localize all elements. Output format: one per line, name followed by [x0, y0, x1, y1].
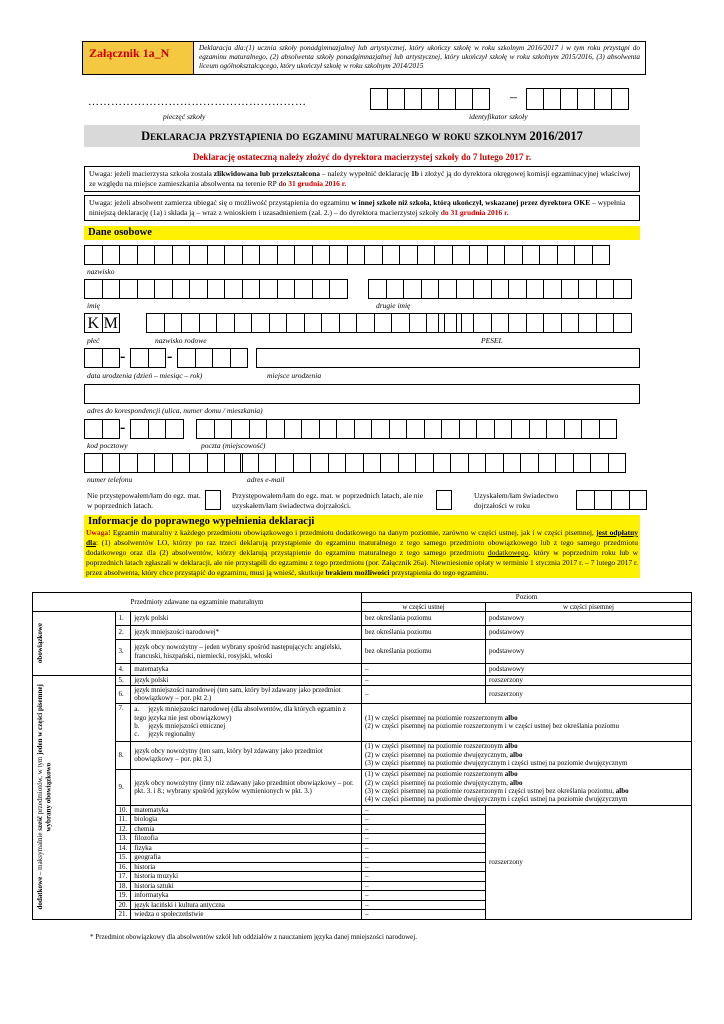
- stamp-dots: …………………………………………………: [88, 96, 307, 108]
- row-number: 20.: [115, 900, 131, 910]
- row-number: 18.: [115, 881, 131, 891]
- written-level: rozszerzony: [486, 676, 692, 686]
- subject-name: język obcy nowożytny – jeden wybrany spośród następujących: angielski, francuski, hiszpański, niemiecki, rosyjski, włoski: [131, 640, 362, 664]
- school-id-part2[interactable]: [526, 88, 628, 110]
- section-info-heading: Informacje do poprawnego wypełnienia deklaracji: [84, 515, 640, 529]
- certificate-year-field[interactable]: [576, 490, 646, 510]
- subject-name: biologia: [131, 815, 362, 825]
- section-personal-heading: Dane osobowe: [84, 226, 640, 240]
- level-options: (1) w części pisemnej na poziomie rozszerzonym albo (2) w części pisemnej na poziomie dwujęzycznym, albo (3) w części pisemnej na poziomie rozszerzonym i części ustnej bez określania poziomu, albo (4) w części pisemnej na poziomie dwujęzycznym i części ustnej na poziomie dwujęzycznym: [362, 769, 692, 805]
- footnote: * Przedmiot obowiązkowy dla absolwentów szkół lub oddziałów z nauczaniem języka danej mniejszości narodowej.: [90, 933, 417, 941]
- oral-level: bez określania poziomu: [362, 640, 486, 664]
- subject-name: historia: [131, 862, 362, 872]
- table-row[interactable]: [33, 741, 692, 769]
- dob-month-field[interactable]: [130, 348, 165, 368]
- oral-level: –: [362, 881, 486, 891]
- family-name-label: nazwisko rodowe: [155, 336, 207, 345]
- option-not-attempted-checkbox[interactable]: [205, 490, 221, 510]
- sex-label: płeć: [87, 336, 100, 345]
- subject-name: język łaciński i kultura antyczna: [131, 900, 362, 910]
- oral-level: –: [362, 815, 486, 825]
- oral-level: –: [362, 843, 486, 853]
- row-number: 16.: [115, 862, 131, 872]
- oral-level: –: [362, 834, 486, 844]
- subject-name: język mniejszości narodowej*: [131, 626, 362, 640]
- id-label: identyfikator szkoły: [469, 112, 528, 121]
- written-level: rozszerzony: [486, 685, 692, 703]
- row-number: 4.: [115, 664, 131, 676]
- oral-level: –: [362, 891, 486, 901]
- table-row[interactable]: [33, 612, 692, 626]
- dob-label: data urodzenia (dzień – miesiąc – rok): [87, 371, 203, 380]
- dob-dash-2: -: [167, 348, 173, 365]
- oral-level: –: [362, 824, 486, 834]
- page-title: Deklaracja przystąpienia do egzaminu maturalnego w roku szkolnym 2016/2017: [84, 125, 640, 147]
- subjects-table: [32, 592, 692, 920]
- row-number: 7.: [115, 703, 131, 741]
- oral-level: –: [362, 685, 486, 703]
- row-number: 1.: [115, 612, 131, 626]
- written-level: podstawowy: [486, 640, 692, 664]
- deadline-notice: Deklarację ostateczną należy złożyć do dyrektora macierzystej szkoły do 7 lutego 2017 r.: [192, 152, 532, 162]
- subject-name: język polski: [131, 676, 362, 686]
- option-attempted-checkbox[interactable]: [436, 490, 452, 510]
- first-name-field[interactable]: [84, 279, 347, 299]
- col-written: w części pisemnej: [486, 602, 692, 612]
- dob-year-field[interactable]: [177, 348, 247, 368]
- info-text: Uwaga! Egzamin maturalny z każdego przedmiotu obowiązkowego i przedmiotu dodatkowego na danym poziomie, zarówno w części ustnej, jak i w części pisemnej, jest odpłatny dla: (1) absolwentów LO, którzy po raz trzeci deklarują przystąpienie do egzaminu maturalnego z tego samego przedmiotu obowiązkowego lub z tego samego przedmiotu dodatkowego oraz dla (2) absolwentów, którzy deklarują przystąpienie do egzaminu maturalnego z tego samego przedmiotu dodatkowego, który w poprzednim roku lub w poprzednich latach zgłaszali w deklaracji, ale nie przystąpili do egzaminu z tego przedmiotu (por. Załącznik 26a). Niewniesienie opłaty w terminie 1 stycznia 2017 r. – 7 lutego 2017 r. przez absolwenta, który chce przystąpić do egzaminu, musi ją wnieść, skutkuje brakiem możliwości przystąpienia do tego egzaminu.: [86, 528, 639, 577]
- address-label: adres do korespondencji (ulica, numer domu / mieszkania): [87, 406, 263, 415]
- surname-field[interactable]: [84, 245, 609, 265]
- subject-name: język obcy nowożytny (ten sam, który był zdawany jako przedmiot obowiązkowy – por. pkt 3.): [131, 741, 362, 769]
- subject-name: język obcy nowożytny (inny niż zdawany jako przedmiot obowiązkowy – por. pkt. 3. i 8.; wybrany spośród języków wymienionych w pkt. 3.): [131, 769, 362, 805]
- subject-name: informatyka: [131, 891, 362, 901]
- dob-day-field[interactable]: [84, 348, 119, 368]
- attachment-tag: Załącznik 1a_N: [82, 41, 194, 75]
- table-row[interactable]: [33, 703, 692, 741]
- col-level: Poziom: [362, 593, 692, 603]
- subject-name: matematyka: [131, 664, 362, 676]
- address-field[interactable]: [84, 384, 640, 404]
- row-number: 17.: [115, 872, 131, 882]
- subject-name: historia sztuki: [131, 881, 362, 891]
- row-number: 21.: [115, 910, 131, 920]
- written-level: rozszerzony: [486, 805, 692, 919]
- id-dash: –: [510, 90, 517, 105]
- oral-level: –: [362, 900, 486, 910]
- second-name-label: drugie imię: [376, 301, 411, 310]
- stamp-label: pieczęć szkoły: [163, 112, 206, 121]
- col-oral: w części ustnej: [362, 602, 486, 612]
- sex-field[interactable]: [84, 313, 119, 333]
- family-name-field[interactable]: [146, 313, 461, 333]
- row-number: 13.: [115, 834, 131, 844]
- postal-code-label: kod pocztowy: [87, 441, 128, 450]
- subject-name: filozofia: [131, 834, 362, 844]
- birthplace-field[interactable]: [256, 348, 640, 368]
- table-row[interactable]: [33, 685, 692, 703]
- row-number: 15.: [115, 853, 131, 863]
- surname-label: nazwisko: [87, 267, 115, 276]
- city-label: poczta (miejscowość): [201, 441, 266, 450]
- subject-name: wiedza o społeczeństwie: [131, 910, 362, 920]
- pesel-field[interactable]: [438, 313, 631, 333]
- table-row[interactable]: [33, 805, 692, 815]
- row-number: 8.: [115, 741, 131, 769]
- row-number: 2.: [115, 626, 131, 640]
- postal-code-2[interactable]: [130, 419, 183, 439]
- table-row[interactable]: [33, 676, 692, 686]
- subject-name: język mniejszości narodowej (ten sam, który był zdawany jako przedmiot obowiązkowy – por. pkt 2.): [131, 685, 362, 703]
- oral-level: –: [362, 872, 486, 882]
- group-mandatory: obowiązkowe: [36, 623, 44, 664]
- row-number: 11.: [115, 815, 131, 825]
- sex-m[interactable]: M: [102, 313, 121, 333]
- subject-name: historia muzyki: [131, 872, 362, 882]
- row-number: 9.: [115, 769, 131, 805]
- table-row[interactable]: [33, 640, 692, 664]
- note-liquidated: Uwaga: jeżeli macierzysta szkoła została zlikwidowana lub przekształcona – należy wypełnić deklarację 1b i złożyć ją do dyrektora okręgowej komisji egzaminacyjnej właściwej ze względu na miejsce zamieszkania absolwenta na terenie RP do 31 grudnia 2016 r.: [84, 166, 640, 192]
- written-level: podstawowy: [486, 664, 692, 676]
- row-number: 5.: [115, 676, 131, 686]
- table-row[interactable]: [33, 626, 692, 640]
- oral-level: –: [362, 805, 486, 815]
- city-field[interactable]: [196, 419, 616, 439]
- oral-level: –: [362, 853, 486, 863]
- oral-level: bez określania poziomu: [362, 612, 486, 626]
- row-number: 12.: [115, 824, 131, 834]
- subject-name: matematyka: [131, 805, 362, 815]
- pesel-label: PESEL: [481, 336, 503, 345]
- note-other-school: Uwaga: jeżeli absolwent zamierza ubiegać się o możliwość przystąpienia do egzaminu w innej szkole niż szkoła, którą ukończył, wskazanej przez dyrektora OKE – wypełnia niniejszą deklarację (1a) i składa ją – wraz z wnioskiem i uzasadnieniem (zał. 2.) – do dyrektora macierzystej szkoły do 31 grudnia 2016 r.: [84, 195, 640, 221]
- subject-name: język polski: [131, 612, 362, 626]
- level-options: (1) w części pisemnej na poziomie rozszerzonym albo (2) w części pisemnej na poziomie dwujęzycznym, albo (3) w części pisemnej na poziomie dwujęzycznym i części ustnej na poziomie dwujęzycznym: [362, 741, 692, 769]
- email-field[interactable]: [240, 453, 625, 473]
- birthplace-label: miejsce urodzenia: [267, 371, 322, 380]
- subject-name: chemia: [131, 824, 362, 834]
- school-id-part1[interactable]: [370, 88, 489, 110]
- row-number: 6.: [115, 685, 131, 703]
- oral-level: –: [362, 664, 486, 676]
- postal-code-1[interactable]: [84, 419, 119, 439]
- oral-level: bez określania poziomu: [362, 626, 486, 640]
- written-level: podstawowy: [486, 612, 692, 626]
- option-attempted-label: Przystępowałem/łam do egz. mat. w poprzednich latach, ale nie uzyskałem/łam świadectwa dojrzałości.: [232, 491, 423, 510]
- email-label: adres e-mail: [247, 475, 285, 484]
- phone-field[interactable]: [84, 453, 242, 473]
- row-number: 19.: [115, 891, 131, 901]
- sex-k[interactable]: K: [84, 313, 103, 333]
- subject-name: a. język mniejszości narodowej (dla absolwentów, dla których egzamin z tego języka nie jest obowiązkowy) b. język mniejszości etnicznej c. język regionalny: [131, 703, 362, 741]
- postal-dash: -: [120, 419, 126, 436]
- level-options: (1) w części pisemnej na poziomie rozszerzonym albo (2) w części pisemnej na poziomie rozszerzonym i w części ustnej bez określania poziomu: [362, 703, 692, 741]
- table-row[interactable]: [33, 664, 692, 676]
- oral-level: –: [362, 676, 486, 686]
- option-certificate-label: Uzyskałem/łam świadectwo dojrzałości w roku: [474, 491, 559, 510]
- header-description: Deklaracja dla:(1) ucznia szkoły ponadgimnazjalnej lub artystycznej, który ukończy szkołę w roku szkolnym 2016/2017 i w tym roku przystąpi do egzaminu maturalnego, (2) absolwenta szkoły ponadgimnazjalnej lub artystycznej, który ukończył szkołę w roku szkolnym 2015/2016, (3) absolwenta liceum ogólnokształcącego, który ukończył szkołę w roku szkolnym 2014/2015: [194, 41, 646, 75]
- first-name-label: imię: [87, 301, 100, 310]
- row-number: 14.: [115, 843, 131, 853]
- row-number: 3.: [115, 640, 131, 664]
- phone-label: numer telefonu: [87, 475, 133, 484]
- second-name-field[interactable]: [368, 279, 631, 299]
- table-row[interactable]: [33, 769, 692, 805]
- written-level: podstawowy: [486, 626, 692, 640]
- subject-name: fizyka: [131, 843, 362, 853]
- row-number: 10.: [115, 805, 131, 815]
- subject-name: geografia: [131, 853, 362, 863]
- dob-dash-1: -: [120, 348, 126, 365]
- oral-level: –: [362, 910, 486, 920]
- option-not-attempted-label: Nie przystępowałem/łam do egz. mat. w poprzednich latach.: [87, 491, 201, 510]
- group-additional: dodatkowe – maksymalnie sześć przedmiotów, w tym jeden w części pisemnej wybrany obowiązkowo: [36, 684, 53, 910]
- col-subjects: Przedmioty zdawane na egzaminie maturalnym: [33, 593, 362, 612]
- oral-level: –: [362, 862, 486, 872]
